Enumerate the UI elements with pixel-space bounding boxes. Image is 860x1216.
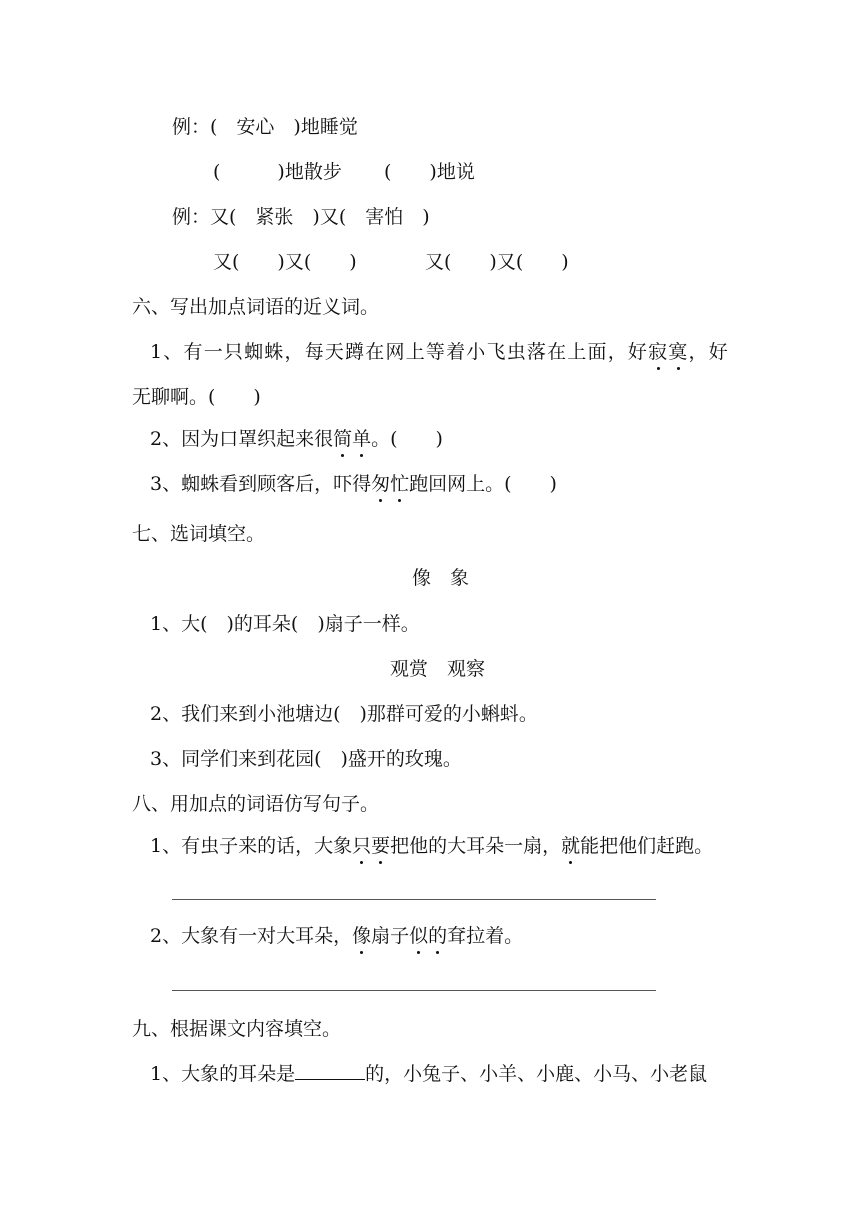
section-title: 六、写出加点词语的近义词。 — [132, 296, 380, 318]
question-text: 2、因为口罩织起来很 — [150, 428, 334, 450]
question-text: 2、大象有一对大耳朵， — [150, 925, 353, 947]
dotted-word — [371, 473, 409, 495]
question-text: 耷拉着。 — [447, 925, 524, 947]
word-choices: 像 象 — [412, 567, 470, 589]
emphasis-char: 就 — [561, 832, 580, 860]
blank-phrase: ( )地说 — [384, 161, 475, 183]
example-line: 例：又( 紧张 )又( 害怕 ) — [172, 206, 430, 228]
emphasis-char: 要 — [371, 832, 390, 860]
question-2 — [150, 425, 443, 453]
question-text: 能把他们赶跑。 — [580, 835, 714, 857]
emphasis-char: 简 — [333, 425, 352, 453]
emphasis-char: 匆 — [371, 470, 390, 498]
dotted-word — [409, 925, 447, 947]
dotted-word — [648, 341, 688, 363]
question-2: 2、我们来到小池塘边( )那群可爱的小蝌蚪。 — [150, 703, 538, 725]
question-text: 把他的大耳朵一扇， — [390, 835, 562, 857]
dotted-word — [561, 835, 580, 857]
word-choices: 观赏 观察 — [390, 658, 486, 680]
question-1 — [150, 832, 713, 860]
answer-line[interactable] — [172, 990, 656, 991]
question-text: 1、大象的耳朵是 — [150, 1063, 296, 1085]
answer-line[interactable] — [172, 899, 656, 900]
question-text: 跑回网上。( ) — [409, 473, 557, 495]
dotted-word — [352, 835, 390, 857]
section-title: 九、根据课文内容填空。 — [132, 1018, 342, 1040]
dotted-word — [333, 428, 371, 450]
question-3 — [150, 470, 557, 498]
question-1: 1、大( )的耳朵( )扇子一样。 — [150, 613, 420, 635]
question-1-continued: 无聊啊。( ) — [132, 386, 261, 408]
section-title: 八、用加点的词语仿写句子。 — [132, 793, 380, 815]
question-text: 1、有一只蜘蛛，每天蹲在网上等着小飞虫落在上面，好 — [150, 341, 649, 363]
section-title: 七、选词填空。 — [132, 523, 266, 545]
emphasis-char: 像 — [352, 922, 371, 950]
question-text: ，好 — [688, 341, 729, 363]
blank-phrase: ( )地散步 — [213, 161, 342, 183]
question-text: 3、蜘蛛看到顾客后，吓得 — [150, 473, 372, 495]
question-text: 。( ) — [371, 428, 443, 450]
emphasis-char: 似 — [409, 922, 428, 950]
emphasis-char: 忙 — [390, 470, 409, 498]
example-line: 例：( 安心 )地睡觉 — [172, 116, 358, 138]
emphasis-char: 寞 — [668, 338, 688, 366]
blank-phrase: 又( )又( ) — [425, 251, 569, 273]
emphasis-char: 的 — [428, 922, 447, 950]
question-1 — [150, 1060, 707, 1088]
dotted-word — [352, 925, 371, 947]
question-text: 1、有虫子来的话，大象 — [150, 835, 353, 857]
question-text: 的，小兔子、小羊、小鹿、小马、小老鼠 — [365, 1063, 708, 1085]
question-3: 3、同学们来到花园( )盛开的玫瑰。 — [150, 748, 462, 770]
question-2 — [150, 922, 523, 950]
fill-in-blank[interactable] — [295, 1061, 365, 1080]
emphasis-char: 寂 — [648, 338, 668, 366]
emphasis-char: 只 — [352, 832, 371, 860]
blank-phrase: 又( )又( ) — [213, 251, 357, 273]
question-text: 扇子 — [371, 925, 410, 947]
question-1 — [150, 338, 729, 366]
emphasis-char: 单 — [352, 425, 371, 453]
